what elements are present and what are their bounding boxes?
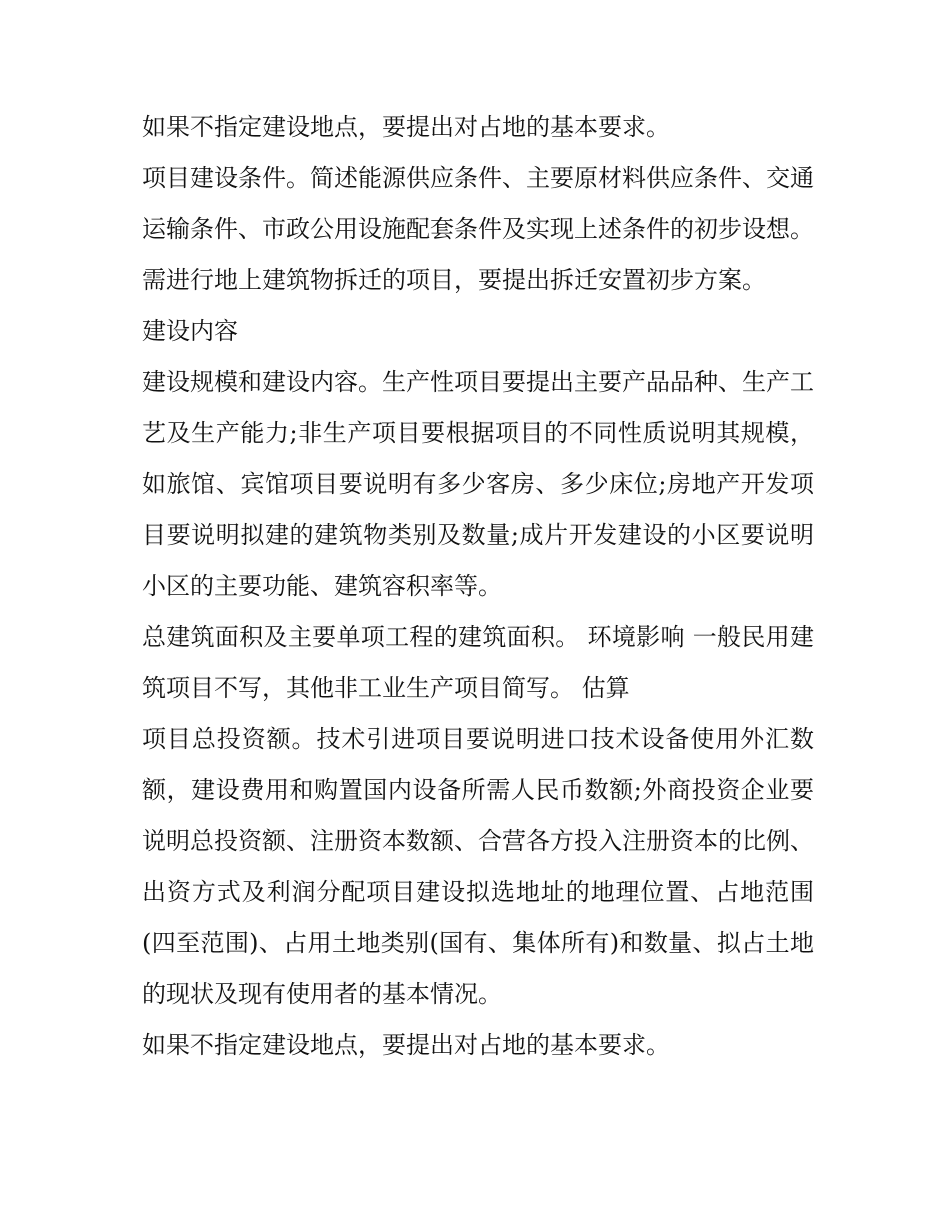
section-heading-construction-content: 建设内容 xyxy=(142,317,238,345)
paragraph-site-requirement: 如果不指定建设地点，要提出对占地的基本要求。 xyxy=(142,113,670,141)
paragraph-site-requirement-repeat: 如果不指定建设地点，要提出对占地的基本要求。 xyxy=(142,1031,670,1059)
paragraph-construction-conditions: 项目建设条件。简述能源供应条件、主要原材料供应条件、交通运输条件、市政公用设施配套条件及实现上述条件的初步设想。需进行地上建筑物拆迁的项目，要提出拆迁安置初步方案。 xyxy=(142,164,814,294)
document-body xyxy=(142,102,814,1071)
paragraph-total-investment: 项目总投资额。技术引进项目要说明进口技术设备使用外汇数额，建设费用和购置国内设备所需人民币数额;外商投资企业要说明总投资额、注册资本数额、合营各方投入注册资本的比例、出资方式及利润分配项目建设拟选地址的地理位置、占地范围(四至范围)、占用土地类别(国有、集体所有)和数量、拟占土地的现状及现有使用者的基本情况。 xyxy=(142,725,814,1008)
paragraph-floor-area-environment: 总建筑面积及主要单项工程的建筑面积。 环境影响 一般民用建筑项目不写，其他非工业生产项目简写。 估算 xyxy=(142,623,814,702)
paragraph-scale-and-content: 建设规模和建设内容。生产性项目要提出主要产品品种、生产工艺及生产能力;非生产项目要根据项目的不同性质说明其规模，如旅馆、宾馆项目要说明有多少客房、多少床位;房地产开发项目要说明拟建的建筑物类别及数量;成片开发建设的小区要说明小区的主要功能、建筑容积率等。 xyxy=(142,368,814,600)
